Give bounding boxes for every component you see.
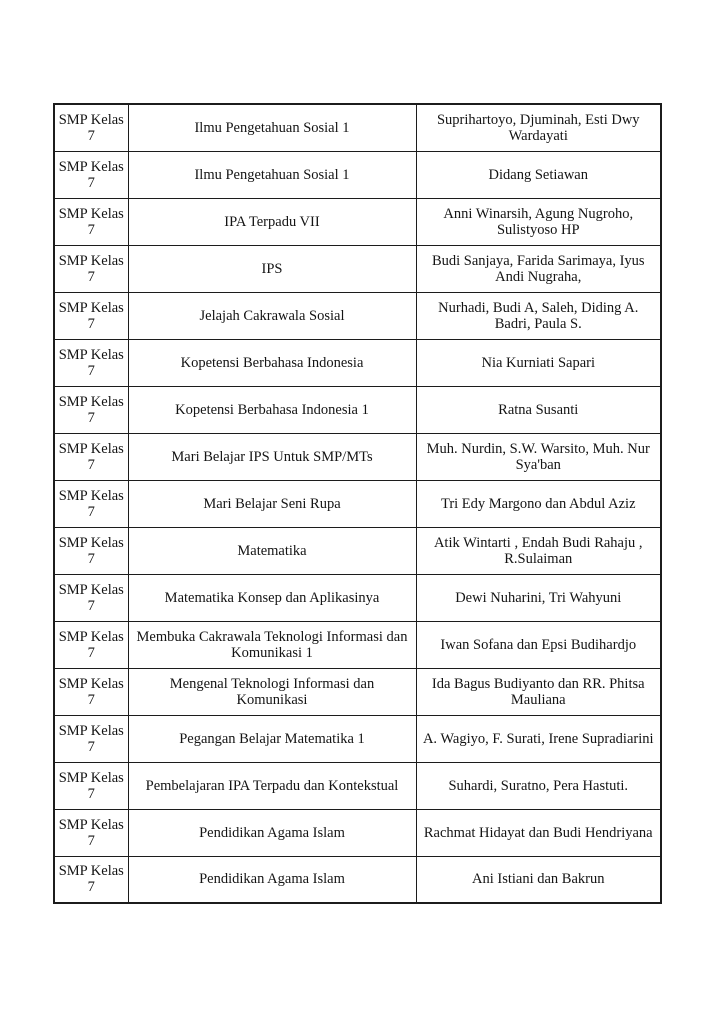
table-row <box>54 151 661 198</box>
book-title-cell: Kopetensi Berbahasa Indonesia <box>128 339 416 386</box>
book-title-cell: Jelajah Cakrawala Sosial <box>128 292 416 339</box>
class-level-cell: SMP Kelas 7 <box>54 809 128 856</box>
authors-cell: Nurhadi, Budi A, Saleh, Diding A. Badri, Paula S. <box>416 292 661 339</box>
class-level-cell: SMP Kelas 7 <box>54 856 128 903</box>
book-title-cell: Pendidikan Agama Islam <box>128 809 416 856</box>
authors-cell: Iwan Sofana dan Epsi Budihardjo <box>416 621 661 668</box>
table-row <box>54 433 661 480</box>
class-level-cell: SMP Kelas 7 <box>54 527 128 574</box>
book-title-cell: Mari Belajar Seni Rupa <box>128 480 416 527</box>
table-row <box>54 809 661 856</box>
table-row <box>54 574 661 621</box>
table-row <box>54 621 661 668</box>
book-title-cell: Membuka Cakrawala Teknologi Informasi dan Komunikasi 1 <box>128 621 416 668</box>
table-row <box>54 856 661 903</box>
table-row <box>54 480 661 527</box>
table-row <box>54 292 661 339</box>
book-title-cell: Ilmu Pengetahuan Sosial 1 <box>128 151 416 198</box>
table-row <box>54 762 661 809</box>
authors-cell: Ida Bagus Budiyanto dan RR. Phitsa Mauliana <box>416 668 661 715</box>
table-row <box>54 668 661 715</box>
book-title-cell: Pegangan Belajar Matematika 1 <box>128 715 416 762</box>
book-title-cell: Ilmu Pengetahuan Sosial 1 <box>128 104 416 151</box>
book-title-cell: IPS <box>128 245 416 292</box>
table-row <box>54 386 661 433</box>
class-level-cell: SMP Kelas 7 <box>54 668 128 715</box>
authors-cell: Didang Setiawan <box>416 151 661 198</box>
authors-cell: Rachmat Hidayat dan Budi Hendriyana <box>416 809 661 856</box>
table-row <box>54 527 661 574</box>
books-table <box>53 103 662 904</box>
class-level-cell: SMP Kelas 7 <box>54 292 128 339</box>
authors-cell: Suprihartoyo, Djuminah, Esti Dwy Wardayati <box>416 104 661 151</box>
authors-cell: Dewi Nuharini, Tri Wahyuni <box>416 574 661 621</box>
table-row <box>54 198 661 245</box>
class-level-cell: SMP Kelas 7 <box>54 339 128 386</box>
class-level-cell: SMP Kelas 7 <box>54 151 128 198</box>
class-level-cell: SMP Kelas 7 <box>54 574 128 621</box>
authors-cell: Nia Kurniati Sapari <box>416 339 661 386</box>
book-title-cell: Pendidikan Agama Islam <box>128 856 416 903</box>
class-level-cell: SMP Kelas 7 <box>54 104 128 151</box>
book-title-cell: IPA Terpadu VII <box>128 198 416 245</box>
class-level-cell: SMP Kelas 7 <box>54 245 128 292</box>
authors-cell: Tri Edy Margono dan Abdul Aziz <box>416 480 661 527</box>
authors-cell: Ani Istiani dan Bakrun <box>416 856 661 903</box>
class-level-cell: SMP Kelas 7 <box>54 386 128 433</box>
book-title-cell: Mari Belajar IPS Untuk SMP/MTs <box>128 433 416 480</box>
authors-cell: Suhardi, Suratno, Pera Hastuti. <box>416 762 661 809</box>
book-title-cell: Matematika Konsep dan Aplikasinya <box>128 574 416 621</box>
class-level-cell: SMP Kelas 7 <box>54 762 128 809</box>
class-level-cell: SMP Kelas 7 <box>54 621 128 668</box>
class-level-cell: SMP Kelas 7 <box>54 198 128 245</box>
authors-cell: Ratna Susanti <box>416 386 661 433</box>
book-title-cell: Pembelajaran IPA Terpadu dan Kontekstual <box>128 762 416 809</box>
class-level-cell: SMP Kelas 7 <box>54 480 128 527</box>
books-table-body <box>54 104 661 903</box>
table-row <box>54 104 661 151</box>
book-title-cell: Mengenal Teknologi Informasi dan Komunikasi <box>128 668 416 715</box>
authors-cell: Anni Winarsih, Agung Nugroho, Sulistyoso HP <box>416 198 661 245</box>
authors-cell: Budi Sanjaya, Farida Sarimaya, Iyus Andi Nugraha, <box>416 245 661 292</box>
table-row <box>54 715 661 762</box>
book-title-cell: Kopetensi Berbahasa Indonesia 1 <box>128 386 416 433</box>
book-title-cell: Matematika <box>128 527 416 574</box>
authors-cell: A. Wagiyo, F. Surati, Irene Supradiarini <box>416 715 661 762</box>
authors-cell: Muh. Nurdin, S.W. Warsito, Muh. Nur Sya'ban <box>416 433 661 480</box>
class-level-cell: SMP Kelas 7 <box>54 715 128 762</box>
authors-cell: Atik Wintarti , Endah Budi Rahaju , R.Sulaiman <box>416 527 661 574</box>
table-row <box>54 339 661 386</box>
table-row <box>54 245 661 292</box>
class-level-cell: SMP Kelas 7 <box>54 433 128 480</box>
